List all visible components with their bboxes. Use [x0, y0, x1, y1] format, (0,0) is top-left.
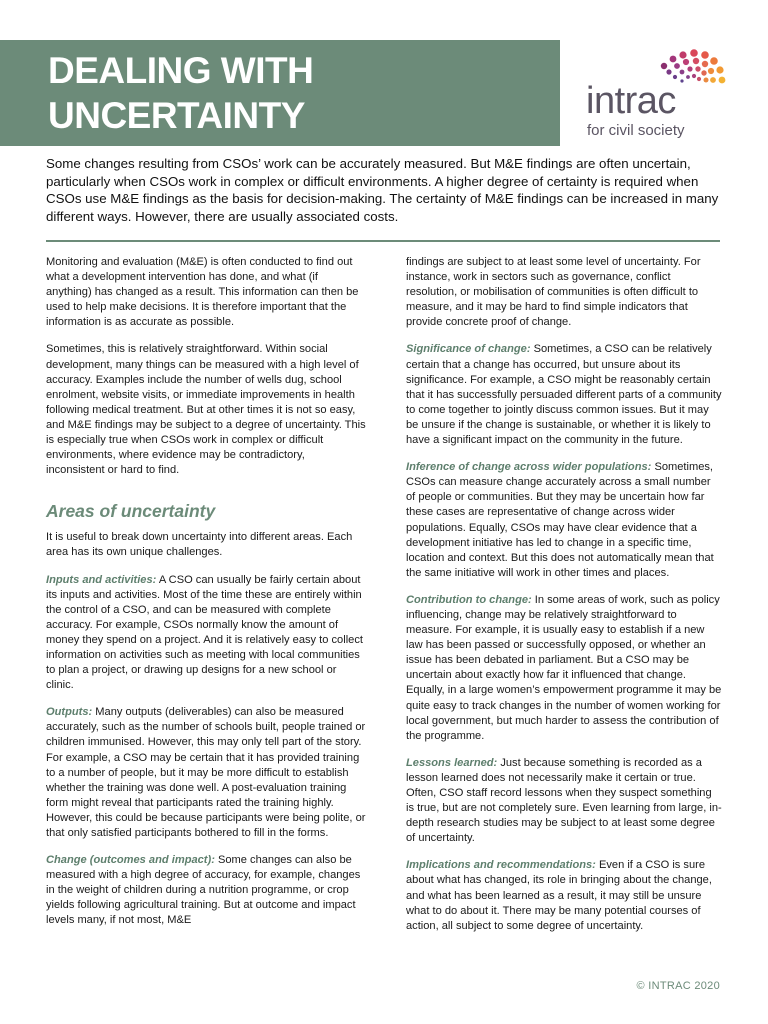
- term-label: Significance of change:: [406, 343, 531, 356]
- term-text: Many outputs (deliverables) can also be measured accurately, such as the number of schools built, people trained or children immunised. However, this may only tell part of the story. For example, a CSO may be certain that it has provided training to a number of people, but it may be more difficult to establish whether the training was done well. A post-evaluation training form might reveal that participants rated the training highly. However, this could be because participants were being polite, or that only satisfied participants bothered to fill in the forms.: [46, 706, 366, 839]
- change-paragraph: [46, 853, 366, 928]
- implications-paragraph: [406, 858, 722, 933]
- significance-paragraph: [406, 342, 722, 448]
- body-paragraph: findings are subject to at least some level of uncertainty. For instance, work in sectors such as governance, conflict resolution, or mobilisation of communities is often difficult to measure, and it may be hard to find simple indicators that provide concrete proof of change.: [406, 256, 701, 329]
- logo-tagline: for civil society: [587, 122, 685, 139]
- right-column: [406, 255, 722, 946]
- section-heading: Areas of uncertainty: [46, 501, 216, 522]
- term-label: Inference of change across wider populations:: [406, 461, 652, 474]
- left-column: [46, 255, 366, 941]
- page-title: [48, 48, 313, 138]
- body-paragraph: It is useful to break down uncertainty into different areas. Each area has its own unique challenges.: [46, 531, 353, 559]
- term-text: In some areas of work, such as policy influencing, change may be relatively straightforward to measure. For example, it is usually easy to establish if a new law has been passed or successfully opposed, or whether an issue has been debated in parliament. But a CSO may be uncertain about exactly how far it influenced that change. Equally, in a large women’s empowerment programme it may be quite easy to track changes in the number of women working for local government, but much harder to assess the contribution of the programme.: [406, 593, 722, 742]
- term-text: A CSO can usually be fairly certain about its inputs and activities. Most of the time these are entirely within the control of a CSO, and can be measured with complete accuracy. For example, CSOs normally know the amount of money they spend on a project. And it is relatively easy to collect information on activities such as meeting with local communities to plan a project, or drawing up designs for a new school or clinic.: [46, 573, 363, 692]
- term-text: Sometimes, a CSO can be relatively certain that a change has occurred, but unsure about its significance. For example, a CSO might be reasonably certain that it has successfully persuaded different parts of a community to come together to jointly discuss common issues. But it may be unsure if the change is sustainable, or whether it is likely to have a significant impact on the community in the future.: [406, 343, 722, 447]
- title-banner: [0, 40, 560, 146]
- title-line-1: DEALING WITH: [48, 50, 314, 91]
- term-label: Lessons learned:: [406, 756, 498, 769]
- lessons-paragraph: [406, 756, 722, 847]
- body-paragraph: Monitoring and evaluation (M&E) is often conducted to find out what a development intervention has done, and what (if anything) has changed as a result. This information can then be used to help make decisions. It is therefore important that the information is as accurate as possible.: [46, 256, 359, 329]
- term-label: Contribution to change:: [406, 593, 532, 606]
- term-text: Even if a CSO is sure about what has changed, its role in bringing about the change, and what has been learned as a result, it may still be unsure what to do about it. There may be many potential courses of action, all subject to some degree of uncertainty.: [406, 859, 712, 932]
- body-paragraph: Sometimes, this is relatively straightforward. Within social development, many things can be measured with a high level of accuracy. Examples include the number of wells dug, school enrolment, website visits, or immediate improvements in health following medical treatment. But at other times it is not so easy, and M&E findings may be subject to a degree of uncertainty. This is especially true when CSOs work in complex or difficult environments, where evidence may be contradictory, inconsistent or hard to find.: [46, 343, 366, 477]
- outputs-paragraph: [46, 705, 366, 841]
- term-text: Some changes can also be measured with a high degree of accuracy, for example, changes in the weight of children during a nutrition programme, or crop yields following agricultural training. But at outcome and impact levels many, if not most, M&E: [46, 854, 361, 927]
- term-label: Outputs:: [46, 706, 93, 719]
- intrac-logo: [586, 48, 736, 140]
- copyright-footer: © INTRAC 2020: [636, 980, 720, 992]
- inference-paragraph: [406, 460, 722, 581]
- title-line-2: UNCERTAINTY: [48, 95, 305, 136]
- term-label: Implications and recommendations:: [406, 859, 596, 872]
- section-divider: [46, 240, 720, 242]
- logo-wordmark: intrac: [586, 80, 676, 122]
- inputs-paragraph: [46, 573, 366, 694]
- term-text: Just because something is recorded as a lesson learned does not necessarily make it certain or true. Often, CSO staff record lessons when they suspect something is true, but are not completely sure. Even learning from large, in-depth research studies may be subject to at least some degree of uncertainty.: [406, 756, 722, 845]
- contribution-paragraph: [406, 593, 722, 744]
- term-label: Change (outcomes and impact):: [46, 854, 215, 867]
- intro-paragraph: Some changes resulting from CSOs’ work can be accurately measured. But M&E findings are often uncertain, particularly when CSOs work in complex or difficult environments. A higher degree of certainty is required when CSOs use M&E findings as the basis for decision-making. The certainty of M&E findings can be increased in many different ways. However, there are usually associated costs.: [46, 156, 719, 224]
- term-text: Sometimes, CSOs can measure change accurately across a small number of people or communities. But they may be uncertain how far these cases are representative of change across wider populations. Equally, CSOs may have clear evidence that a development initiative has led to change in a specific time, location and context. But this does not automatically mean that the same initiative will work in other times and places.: [406, 461, 714, 579]
- term-label: Inputs and activities:: [46, 573, 157, 586]
